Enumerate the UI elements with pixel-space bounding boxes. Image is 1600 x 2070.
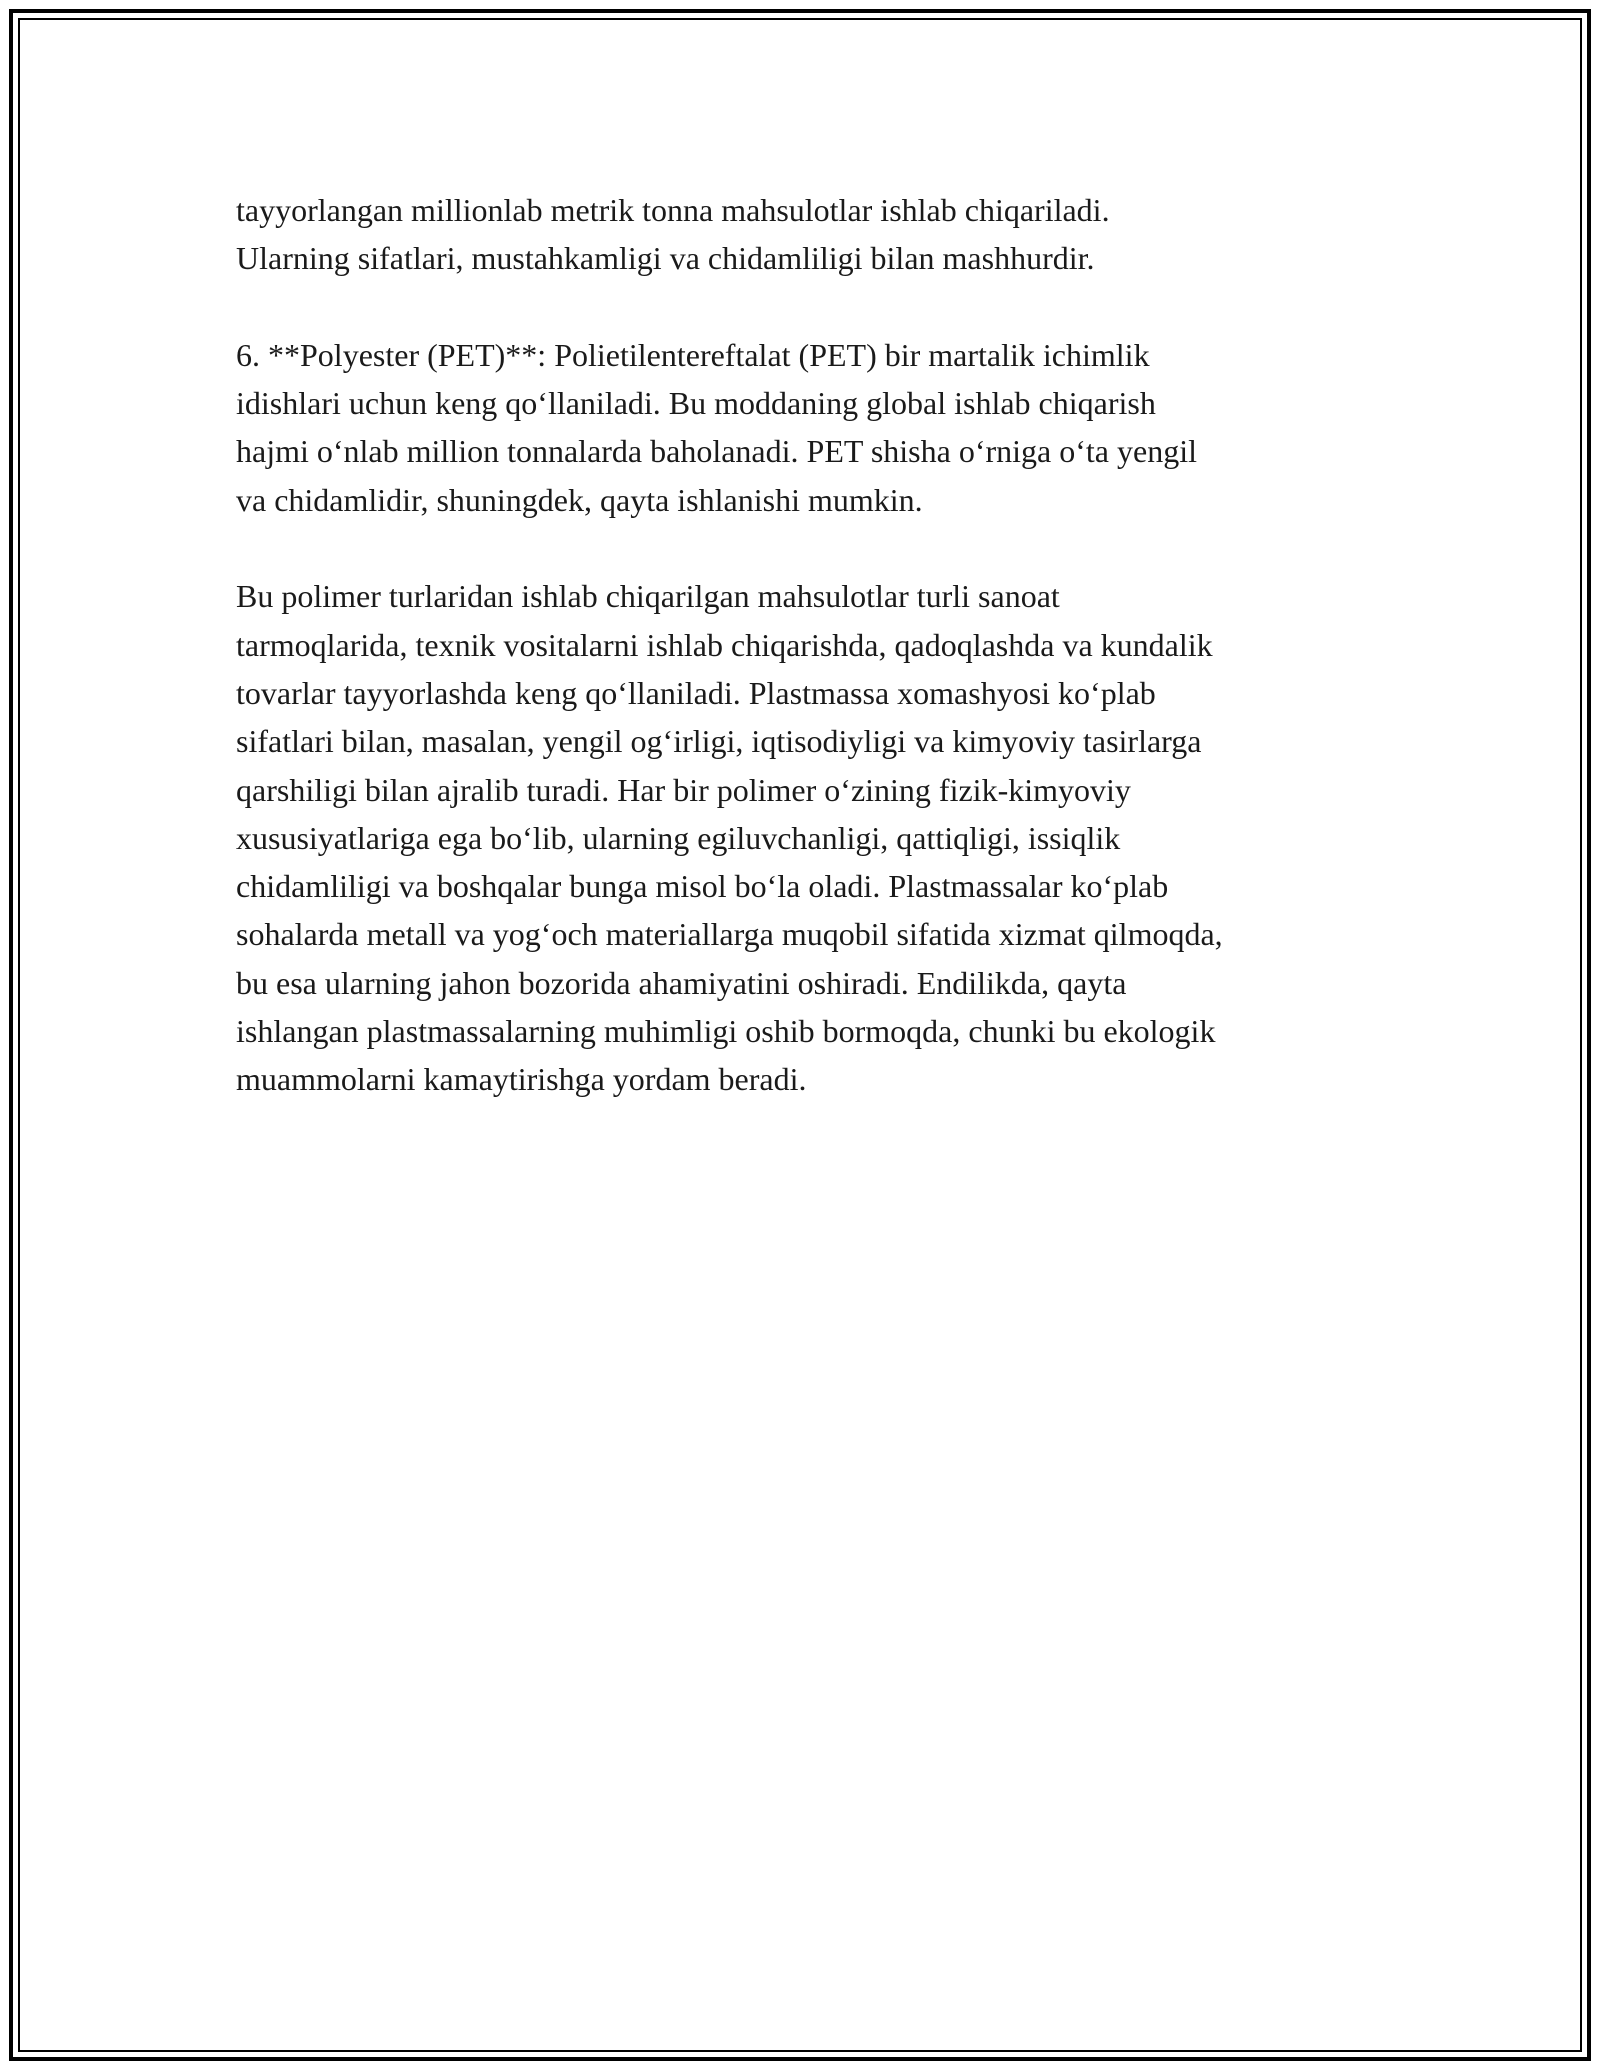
text-line: ishlangan plastmassalarning muhimligi oshib bormoqda, chunki bu ekologik bbox=[236, 1013, 1216, 1050]
document-body bbox=[236, 186, 1396, 1152]
text-line: qarshiligi bilan ajralib turadi. Har bir polimer o‘zining fizik-kimyoviy bbox=[236, 771, 1131, 808]
text-line: 6. **Polyester (PET)**: Polietilentereftalat (PET) bir martalik ichimlik bbox=[236, 336, 1150, 373]
text-line: muammolarni kamaytirishga yordam beradi. bbox=[236, 1061, 807, 1098]
text-line: tayyorlangan millionlab metrik tonna mahsulotlar ishlab chiqariladi. bbox=[236, 192, 1110, 228]
paragraph-polyester bbox=[236, 331, 1396, 524]
text-line: sifatlari bilan, masalan, yengil og‘irligi, iqtisodiyligi va kimyoviy tasirlarga bbox=[236, 723, 1202, 760]
text-line: xususiyatlariga ega bo‘lib, ularning egiluvchanligi, qattiqligi, issiqlik bbox=[236, 819, 1121, 856]
paragraph-continuation bbox=[236, 186, 1396, 283]
text-line: chidamliligi va boshqalar bunga misol bo‘la oladi. Plastmassalar ko‘plab bbox=[236, 868, 1169, 905]
paragraph-summary bbox=[236, 572, 1396, 1103]
text-line: bu esa ularning jahon bozorida ahamiyatini oshiradi. Endilikda, qayta bbox=[236, 964, 1127, 1001]
text-line: idishlari uchun keng qo‘llaniladi. Bu moddaning global ishlab chiqarish bbox=[236, 385, 1156, 422]
text-line: tarmoqlarida, texnik vositalarni ishlab chiqarishda, qadoqlashda va kundalik bbox=[236, 626, 1213, 663]
text-line: va chidamlidir, shuningdek, qayta ishlanishi mumkin. bbox=[236, 481, 923, 518]
text-line: tovarlar tayyorlashda keng qo‘llaniladi. Plastmassa xomashyosi ko‘plab bbox=[236, 674, 1156, 711]
text-line: Bu polimer turlaridan ishlab chiqarilgan mahsulotlar turli sanoat bbox=[236, 578, 1060, 615]
text-line: hajmi o‘nlab million tonnalarda baholanadi. PET shisha o‘rniga o‘ta yengil bbox=[236, 433, 1197, 470]
text-line: Ularning sifatlari, mustahkamligi va chidamliligi bilan mashhurdir. bbox=[236, 240, 1095, 277]
text-line: sohalarda metall va yog‘och materiallarga muqobil sifatida xizmat qilmoqda, bbox=[236, 916, 1223, 953]
